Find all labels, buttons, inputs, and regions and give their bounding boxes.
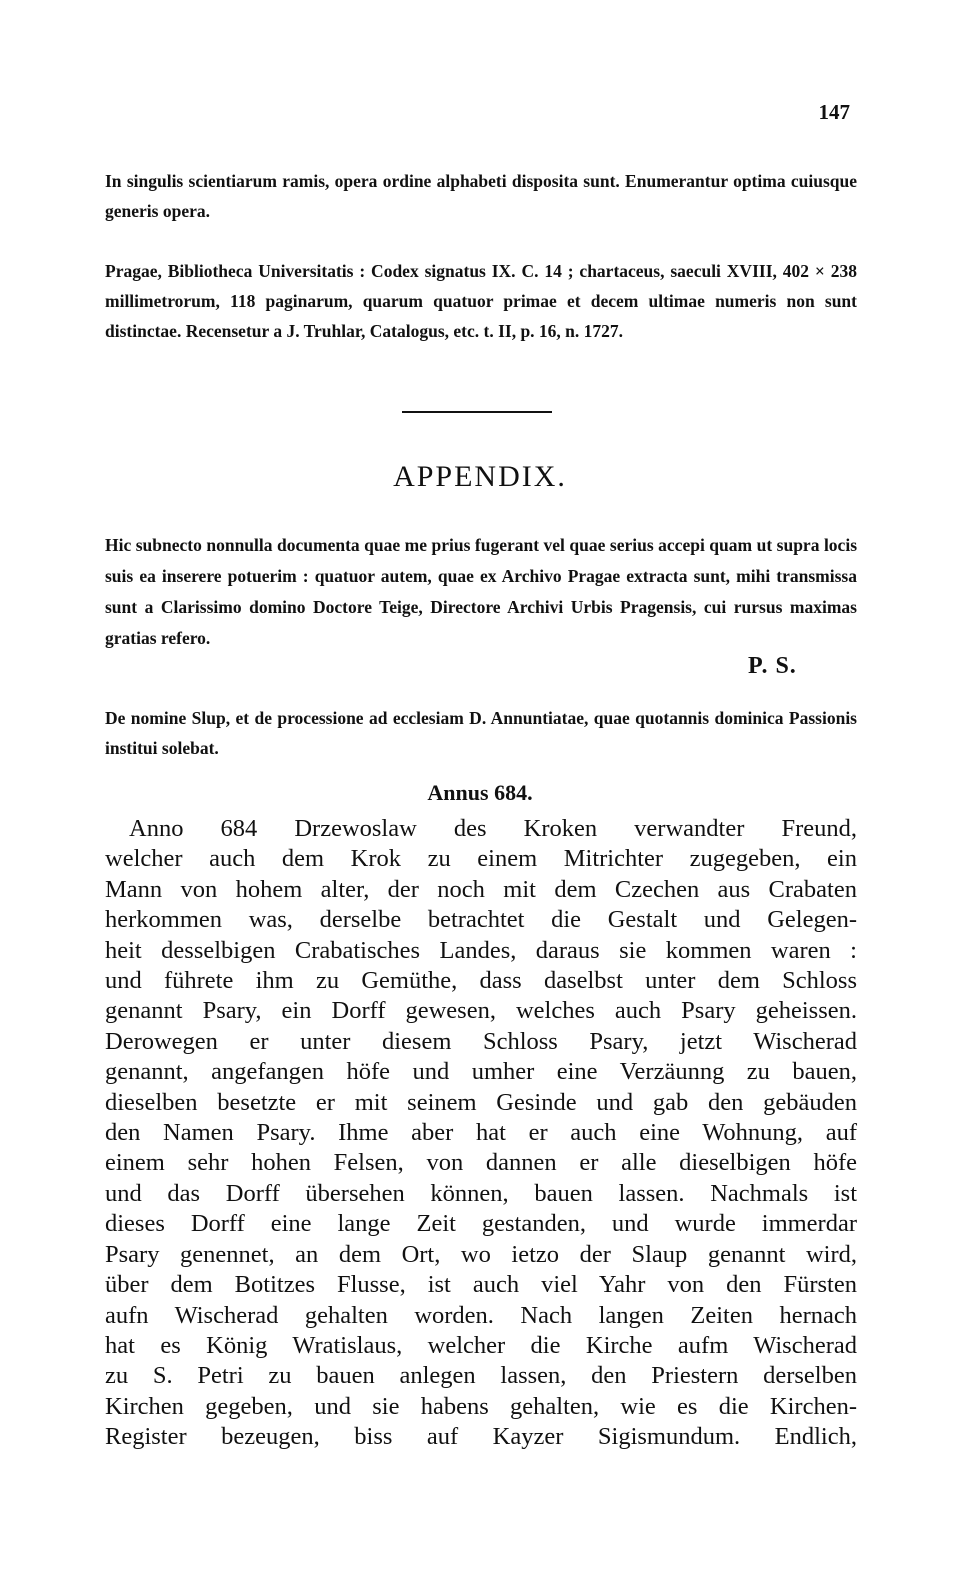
german-text-block xyxy=(105,814,857,1453)
text-line: Psary genennet, an dem Ort, wo ietzo der Slaup genannt wird, xyxy=(105,1240,857,1268)
codex-description-paragraph: Pragae, Bibliotheca Universitatis : Codex signatus IX. C. 14 ; chartaceus, saeculi XVIII, 402 × 238 millimetrorum, 118 paginarum, quarum quatuor primae et decem ultimae numeris non sunt distinctae. Recensetur a J. Truhlar, Catalogus, etc. t. II, p. 16, n. 1727. xyxy=(105,261,857,341)
appendix-heading: APPENDIX. xyxy=(393,460,567,493)
text-line: heit desselbigen Crabatisches Landes, daraus sie kommen waren : xyxy=(105,936,857,964)
text-line: herkommen was, derselbe betrachtet die Gestalt und Gelegen- xyxy=(105,906,857,934)
text-line: den Namen Psary. Ihme aber hat er auch eine Wohnung, auf xyxy=(105,1119,857,1147)
text-line: über dem Botitzes Flusse, ist auch viel Yahr von den Fürsten xyxy=(105,1271,857,1299)
text-line: einem sehr hohen Felsen, von dannen er alle dieselbigen höfe xyxy=(105,1149,857,1177)
text-line: und führete ihm zu Gemüthe, dass daselbst unter dem Schloss xyxy=(105,967,857,995)
text-line: zu S. Petri zu bauen anlegen lassen, den Priestern derselben xyxy=(105,1362,857,1390)
page-number: 147 xyxy=(818,100,850,124)
appendix-paragraph: Hic subnecto nonnulla documenta quae me prius fugerant vel quae serius accepi quam ut supra locis suis ea inserere potuerim : quatuor autem, quae ex Archivo Pragae extracta sunt, mihi transmissa sunt a Clarissimo domino Doctore Teige, Directore Archivi Urbis Pragensis, cui rursus maximas gratias refero. xyxy=(105,535,857,648)
text-line: genannt Psary, ein Dorff gewesen, welches auch Psary geheissen. xyxy=(105,997,857,1025)
text-line: genannt, angefangen höfe und umher eine Verzäunng zu bauen, xyxy=(105,1058,857,1086)
text-line: dieses Dorff eine lange Zeit gestanden, und wurde immerdar xyxy=(105,1210,857,1238)
text-line: Register bezeugen, biss auf Kayzer Sigismundum. Endlich, xyxy=(105,1423,857,1451)
intro-paragraph: In singulis scientiarum ramis, opera ordine alphabeti disposita sunt. Enumerantur optima cuiusque generis opera. xyxy=(105,171,857,221)
text-line: Mann von hohem alter, der noch mit dem Czechen aus Crabaten xyxy=(105,875,857,903)
text-line: und das Dorff übersehen können, bauen lassen. Nachmals ist xyxy=(105,1179,857,1207)
slup-paragraph: De nomine Slup, et de processione ad ecclesiam D. Annuntiatae, quae quotannis dominica Passionis institui solebat. xyxy=(105,708,857,758)
year-heading: Annus 684. xyxy=(427,780,533,805)
text-line: welcher auch dem Krok zu einem Mitrichter zugegeben, ein xyxy=(105,845,857,873)
text-line: Derowegen er unter diesem Schloss Psary, jetzt Wischerad xyxy=(105,1027,857,1055)
text-line: dieselben besetzte er mit seinem Gesinde und gab den gebäuden xyxy=(105,1088,857,1116)
text-line: Kirchen gegeben, und sie habens gehalten, wie es die Kirchen- xyxy=(105,1392,857,1420)
text-line: Anno 684 Drzewoslaw des Kroken verwandter Freund, xyxy=(129,815,857,842)
text-line: hat es König Wratislaus, welcher die Kirche aufm Wischerad xyxy=(105,1331,857,1359)
signature: P. S. xyxy=(748,653,797,679)
text-line: aufn Wischerad gehalten worden. Nach langen Zeiten hernach xyxy=(105,1301,857,1329)
section-divider xyxy=(402,411,552,413)
